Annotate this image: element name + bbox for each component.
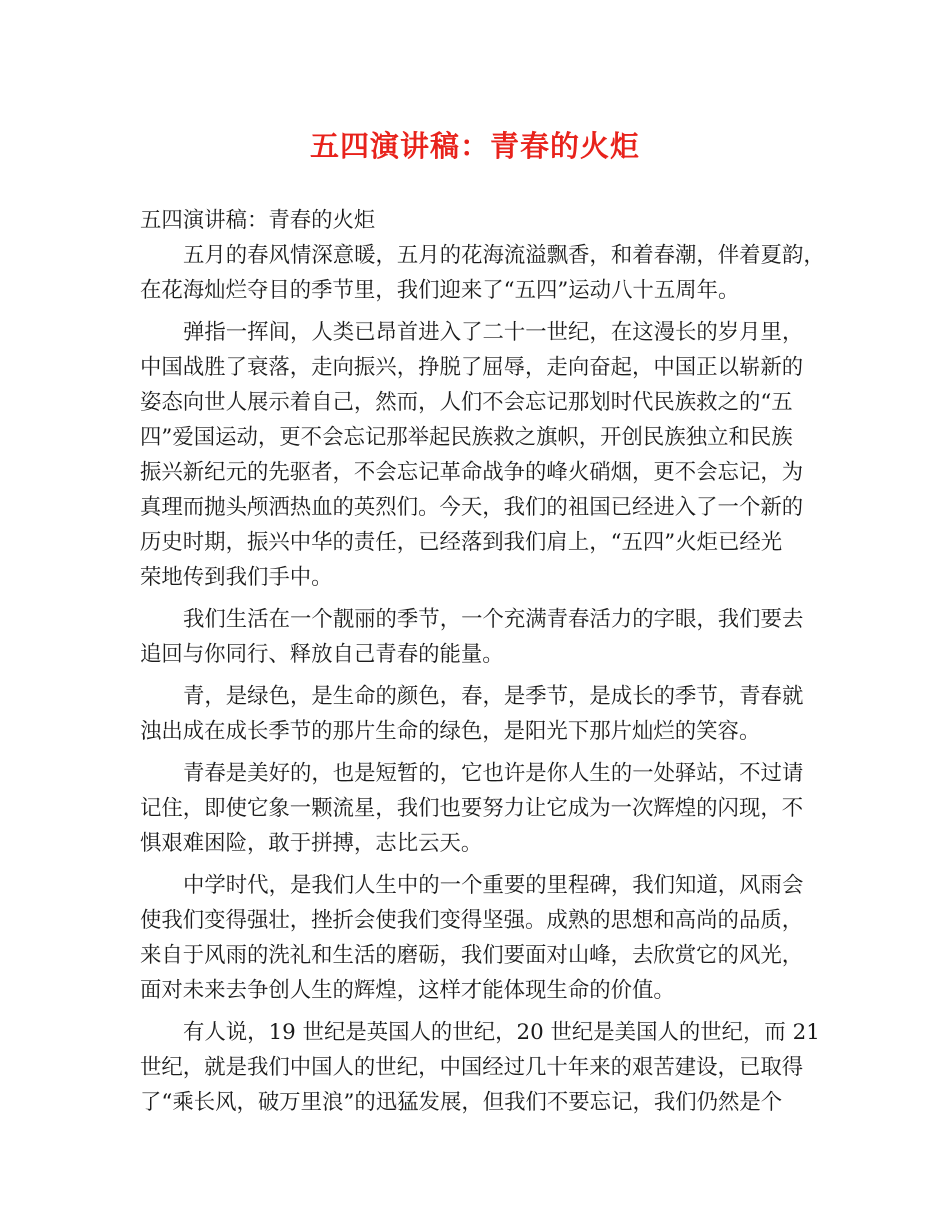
text-line: 记住，即使它象一颗流星，我们也要努力让它成为一次辉煌的闪现，不 xyxy=(140,796,804,821)
text-line: 四”爱国运动，更不会忘记那举起民族救之旗帜，开创民族独立和民族 xyxy=(140,425,793,450)
text-line: 面对未来去争创人生的辉煌，这样才能体现生命的价值。 xyxy=(140,978,675,1003)
text-line: 振兴新纪元的先驱者，不会忘记革命战争的峰火硝烟，更不会忘记，为 xyxy=(140,460,804,485)
text-line: 中学时代，是我们人生中的一个重要的里程碑，我们知道，风雨会 xyxy=(183,873,804,898)
text-line: 中国战胜了衰落，走向振兴，挣脱了屈辱，走向奋起，中国正以崭新的 xyxy=(140,355,804,380)
text-line: 惧艰难困险，敢于拼搏，志比云天。 xyxy=(140,831,483,856)
text-line: 真理而抛头颅洒热血的英烈们。今天，我们的祖国已经进入了一个新的 xyxy=(140,495,804,520)
paragraph xyxy=(140,1015,830,1120)
text-line: 追回与你同行、释放自己青春的能量。 xyxy=(140,642,504,667)
text-line: 在花海灿烂夺目的季节里，我们迎来了“五四”运动八十五周年。 xyxy=(140,278,740,303)
text-line: 荣地传到我们手中。 xyxy=(140,565,333,590)
text-line: 来自于风雨的洗礼和生活的磨砺，我们要面对山峰，去欣赏它的风光， xyxy=(140,943,804,968)
paragraph xyxy=(140,238,830,308)
text-line: 有人说，19 世纪是英国人的世纪，20 世纪是美国人的世纪，而 21 xyxy=(183,1020,820,1045)
text-line: 我们生活在一个靓丽的季节，一个充满青春活力的字眼，我们要去 xyxy=(183,607,804,632)
text-line: 浊出成在成长季节的那片生命的绿色，是阳光下那片灿烂的笑容。 xyxy=(140,719,761,744)
text-line: 历史时期，振兴中华的责任，已经落到我们肩上，“五四”火炬已经光 xyxy=(140,530,783,555)
paragraph xyxy=(140,602,830,672)
text-line: 五月的春风情深意暖，五月的花海流溢飘香，和着春潮，伴着夏韵， xyxy=(183,243,825,268)
text-line: 了“乘长风，破万里浪”的迅猛发展，但我们不要忘记，我们仍然是个 xyxy=(140,1090,783,1115)
text-line: 弹指一挥间，人类已昂首进入了二十一世纪，在这漫长的岁月里， xyxy=(183,320,804,345)
text-line: 姿态向世人展示着自己，然而，人们不会忘记那划时代民族救之的“五 xyxy=(140,390,793,415)
document-body xyxy=(140,203,830,1120)
text-line: 使我们变得强壮，挫折会使我们变得坚强。成熟的思想和高尚的品质， xyxy=(140,908,804,933)
document-title: 五四演讲稿：青春的火炬 xyxy=(309,129,640,163)
paragraph xyxy=(140,679,830,749)
text-line: 世纪，就是我们中国人的世纪，中国经过几十年来的艰苦建设，已取得 xyxy=(140,1055,804,1080)
subtitle-line: 五四演讲稿：青春的火炬 xyxy=(140,208,376,233)
text-line: 青，是绿色，是生命的颜色，春，是季节，是成长的季节，青春就 xyxy=(183,684,804,709)
paragraph xyxy=(140,868,830,1008)
text-line: 青春是美好的，也是短暂的，它也许是你人生的一处驿站，不过请 xyxy=(183,761,804,786)
paragraph xyxy=(140,756,830,861)
paragraph xyxy=(140,315,830,595)
